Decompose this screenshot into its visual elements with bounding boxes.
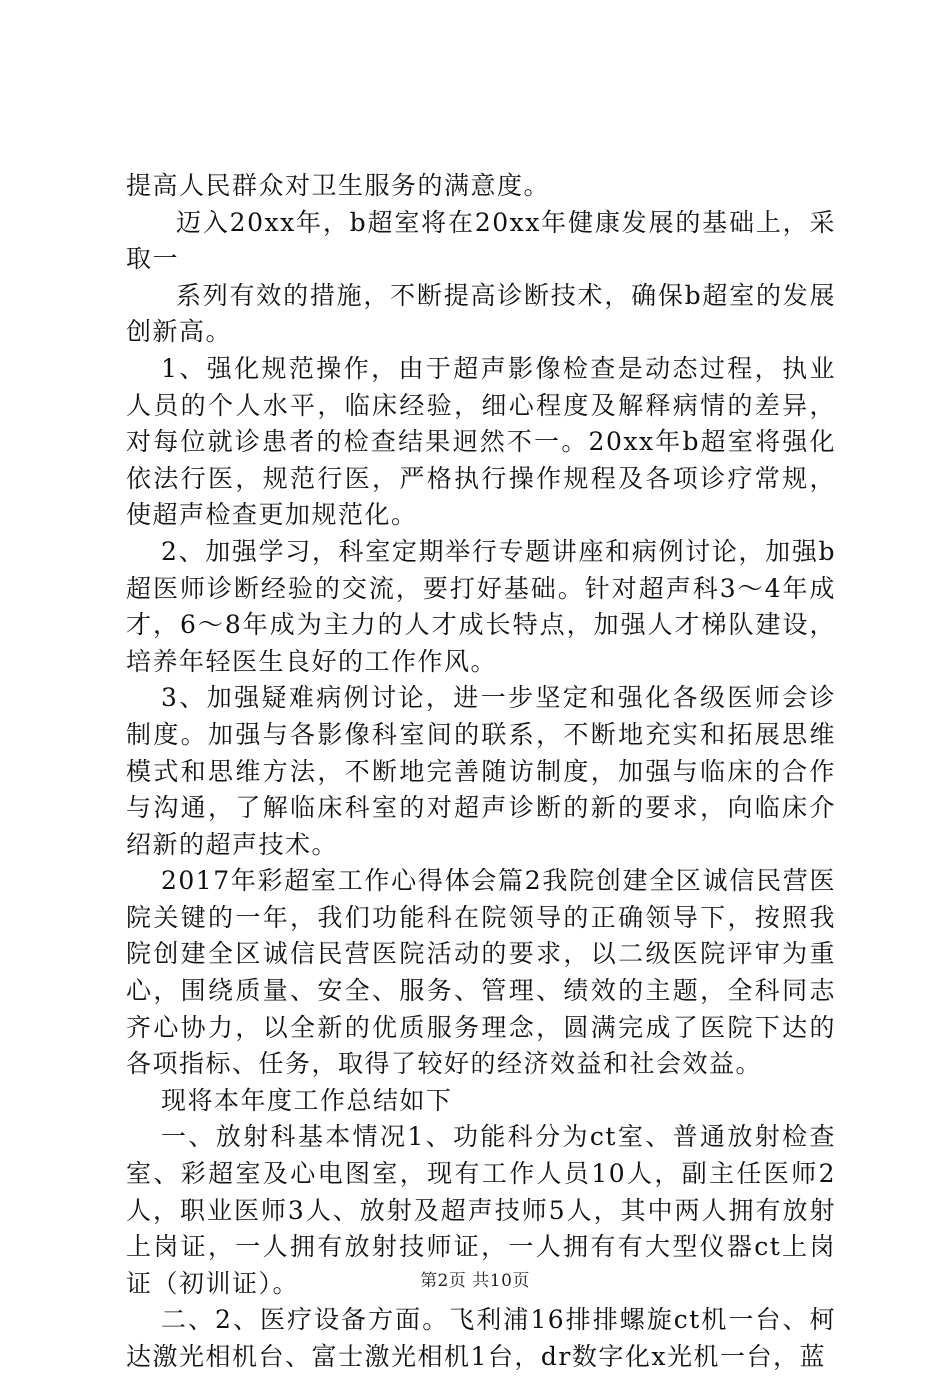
paragraph-6: 3、加强疑难病例讨论，进一步坚定和强化各级医师会诊制度。加强与各影像科室间的联系，不断地充实和拓展思维模式和思维方法，不断地完善随访制度，加强与临床的合作与沟通，了解临床科室的对超声诊断的新的要求，向临床介绍新的超声技术。 [126, 683, 836, 859]
paragraph-4: 1、强化规范操作，由于超声影像检查是动态过程，执业人员的个人水平，临床经验，细心程度及解释病情的差异，对每位就诊患者的检查结果迥然不一。20xx年b超室将强化依法行医，规范行医，严格执行操作规程及各项诊疗常规，使超声检查更加规范化。 [126, 353, 836, 530]
paragraph-10: 二、2、医疗设备方面。飞利浦16排排螺旋ct机一台、柯达激光相机台、富士激光相机1台，dr数字化x光机一台，蓝 [126, 1305, 836, 1371]
paragraph-3: 系列有效的措施，不断提高诊断技术，确保b超室的发展创新高。 [126, 280, 836, 347]
paragraph-8: 现将本年度工作总结如下 [161, 1085, 453, 1115]
page-footer: 第2页 共10页 [420, 1271, 530, 1291]
paragraph-9: 一、放射科基本情况1、功能科分为ct室、普通放射检查室、彩超室及心电图室，现有工作人员10人，副主任医师2人，职业医师3人、放射及超声技师5人，其中两人拥有放射上岗证，一人拥有放射技师证，一人拥有有大型仪器ct上岗证（初训证）。 [126, 1122, 836, 1298]
paragraph-1: 提高人民群众对卫生服务的满意度。 [126, 171, 551, 200]
paragraph-2: 迈入20xx年，b超室将在20xx年健康发展的基础上，采取一 [126, 207, 836, 274]
document-body [126, 168, 836, 1376]
paragraph-7: 2017年彩超室工作心得体会篇2我院创建全区诚信民营医院关键的一年，我们功能科在院领导的正确领导下，按照我院创建全区诚信民营医院活动的要求，以二级医院评审为重心，围绕质量、安全、服务、管理、绩效的主题，全科同志齐心协力，以全新的优质服务理念，圆满完成了医院下达的各项指标、任务，取得了较好的经济效益和社会效益。 [126, 866, 836, 1079]
paragraph-5: 2、加强学习，科室定期举行专题讲座和病例讨论，加强b超医师诊断经验的交流，要打好基础。针对超声科3～4年成才，6～8年成为主力的人才成长特点，加强人才梯队建设，培养年轻医生良好的工作作风。 [126, 536, 836, 676]
